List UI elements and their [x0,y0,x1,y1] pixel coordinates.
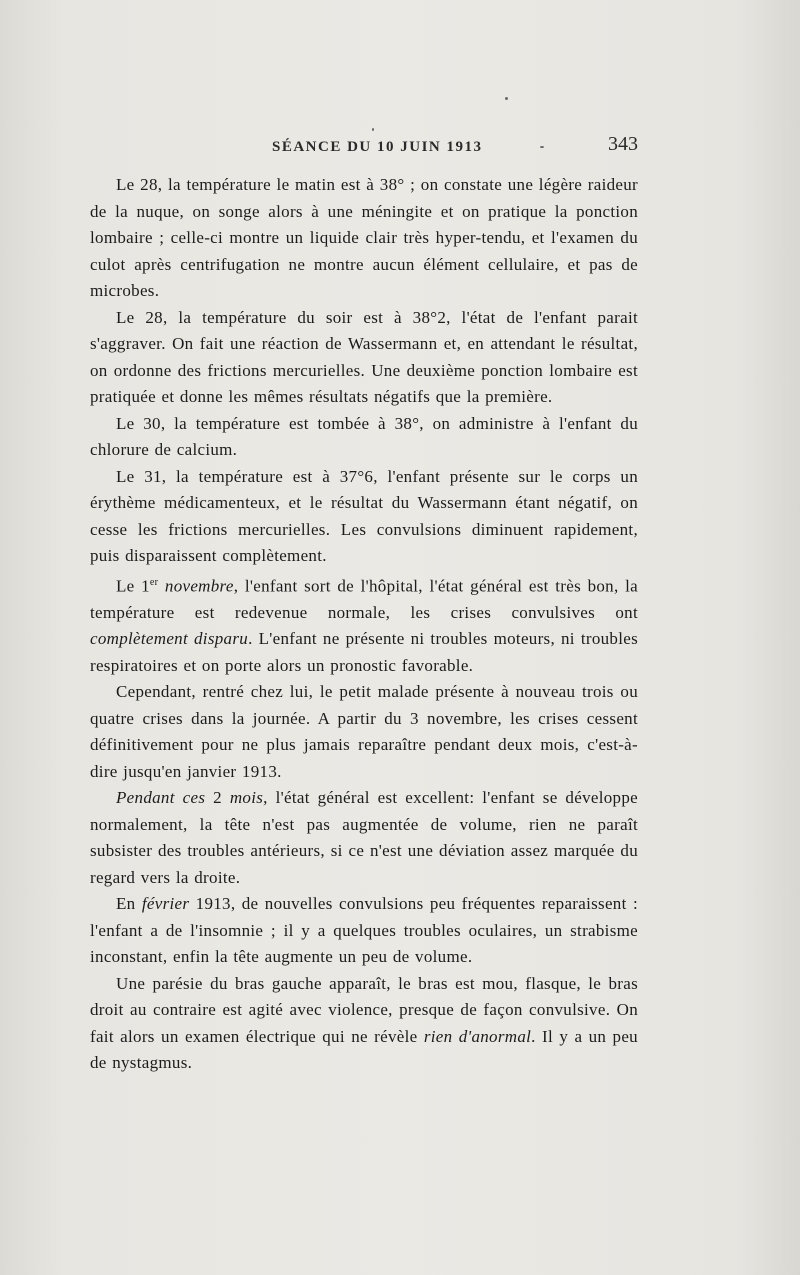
paragraph-1: Le 28, la température le matin est à 38° ; on constate une légère raideur de la nuque, on songe alors à une méningite et on pratique la ponction lombaire ; celle-ci montre un liquide clair très hyper-tendu, et l'examen du culot après centrifugation ne montre aucun élément cellulaire, et pas de microbes. [90,175,638,300]
italic-fevrier: février [141,894,190,914]
print-speck [505,97,508,100]
page-header [90,133,646,163]
italic-rien-d-anormal: rien d'anormal [423,1026,532,1046]
italic-novembre: novembre [164,576,234,596]
italic-completement-disparu: complètement disparu [90,629,249,649]
running-title: SÉANCE DU 10 JUIN 1913 [272,139,483,155]
superscript-er: er [149,576,159,588]
italic-mois: mois [229,788,264,808]
paragraph-5: Le 1er novembre, l'enfant sort de l'hôpital, l'état général est très bon, la température est redevenue normale, les crises convulsives ont complètement disparu. L'enfant ne présente ni troubles moteurs, ni troubles respiratoires et on porte alors un pronostic favorable. [90,576,639,675]
body-text [90,172,638,1077]
paragraph-9: Une parésie du bras gauche apparaît, le bras est mou, flasque, le bras droit au contraire est agité avec violence, presque de façon convulsive. On fait alors un examen électrique qui ne révèle rien d'anormal. Il y a un peu de nystagmus. [90,973,638,1073]
italic-pendant-ces: Pendant ces [116,788,206,808]
paragraph-8: En février 1913, de nouvelles convulsions peu fréquentes reparaissent : l'enfant a de l'insomnie ; il y a quelques troubles oculaires, un strabisme inconstant, enfin la tête augmente un peu de volume. [90,894,638,967]
paragraph-6: Cependant, rentré chez lui, le petit malade présente à nouveau trois ou quatre crises dans la journée. A partir du 3 novembre, les crises cessent définitivement pour ne plus jamais reparaître pendant deux mois, c'est-à-dire jusqu'en janvier 1913. [90,682,638,781]
paragraph-7: Pendant ces 2 mois, l'état général est excellent: l'enfant se développe normalement, la tête n'est pas augmentée de volume, rien ne paraît subsister des troubles antérieurs, si ce n'est une déviation assez marquée du regard vers la droite. [90,788,638,887]
page-number: 343 [608,133,638,155]
print-speck [372,128,374,131]
print-speck [540,146,544,148]
paragraph-2: Le 28, la température du soir est à 38°2, l'état de l'enfant parait s'aggraver. On fait une réaction de Wassermann et, en attendant le résultat, on ordonne des frictions mercurielles. Une deuxième ponction lombaire est pratiquée et donne les mêmes résultats négatifs que la première. [90,307,638,406]
paragraph-3: Le 30, la température est tombée à 38°, on administre à l'enfant du chlorure de calcium. [90,413,638,459]
paragraph-4: Le 31, la température est à 37°6, l'enfant présente sur le corps un érythème médicamenteux, et le résultat du Wassermann étant négatif, on cesse les frictions mercurielles. Les convulsions diminuent rapidement, puis disparaissent complètement. [90,466,638,565]
